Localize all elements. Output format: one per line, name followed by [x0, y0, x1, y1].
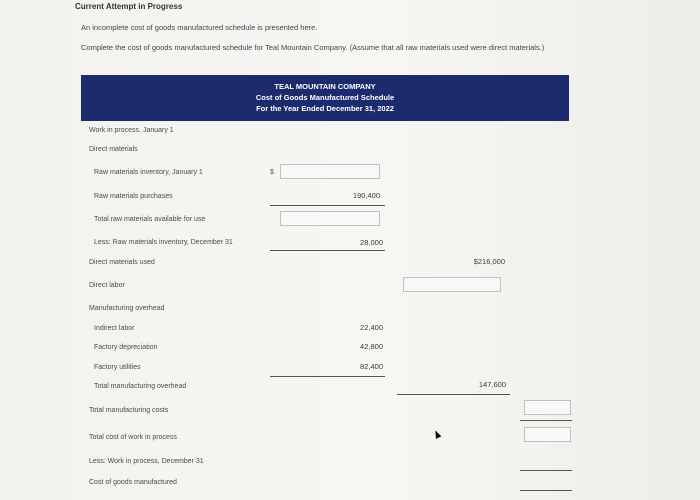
- direct-labor-input[interactable]: [403, 277, 501, 292]
- label-factory-utilities: Factory utilities: [94, 364, 141, 371]
- rm-inv-jan1-input[interactable]: [280, 164, 380, 179]
- label-total-mfg-costs: Total manufacturing costs: [89, 407, 169, 414]
- label-less-wip-dec31: Less: Work in process, December 31: [89, 458, 204, 465]
- rule-less-wip: [520, 470, 572, 471]
- total-mfg-overhead-value: 147,600: [478, 380, 506, 389]
- total-cost-wip-input[interactable]: [524, 427, 571, 442]
- schedule-header: [81, 75, 569, 121]
- total-rm-available-input[interactable]: [280, 211, 380, 226]
- label-rm-inv-jan1: Raw materials inventory, January 1: [94, 169, 203, 176]
- dollar-sign: $: [270, 169, 274, 176]
- rule-rm-inv-dec31: [270, 250, 385, 251]
- label-total-rm-available: Total raw materials available for use: [94, 216, 206, 223]
- label-indirect-labor: Indirect labor: [94, 325, 135, 332]
- label-dm-used: Direct materials used: [89, 259, 155, 266]
- factory-depreciation-value: 42,800: [360, 342, 383, 351]
- label-total-cost-wip: Total cost of work in process: [89, 434, 177, 441]
- intro-text: An incomplete cost of goods manufactured schedule is presented here.: [81, 23, 318, 32]
- rm-inv-dec31-value: 28,000: [360, 238, 383, 247]
- label-rm-purchases: Raw materials purchases: [94, 193, 173, 200]
- label-cogm: Cost of goods manufactured: [89, 479, 177, 486]
- label-mfg-overhead: Manufacturing overhead: [89, 305, 165, 312]
- total-mfg-costs-input[interactable]: [524, 400, 571, 415]
- attempt-status: Current Attempt in Progress: [75, 2, 183, 11]
- rule-total-mfg-overhead: [397, 394, 510, 395]
- rule-total-mfg-costs: [520, 420, 572, 421]
- rule-cogm: [520, 490, 572, 491]
- company-name: TEAL MOUNTAIN COMPANY: [274, 82, 376, 91]
- label-direct-materials: Direct materials: [89, 146, 138, 153]
- rm-purchases-value: 190,400: [352, 191, 380, 200]
- schedule-period: For the Year Ended December 31, 2022: [256, 104, 394, 113]
- label-direct-labor: Direct labor: [89, 282, 125, 289]
- rule-rm-purchases: [270, 205, 385, 206]
- schedule-title: Cost of Goods Manufactured Schedule: [255, 93, 395, 102]
- label-total-mfg-overhead: Total manufacturing overhead: [94, 383, 187, 390]
- label-factory-depreciation: Factory depreciation: [94, 344, 158, 351]
- dm-used-value: $216,000: [473, 257, 505, 266]
- mouse-cursor-icon: [433, 429, 442, 439]
- label-wip-jan1: Work in process, January 1: [89, 127, 174, 134]
- indirect-labor-value: 22,400: [360, 323, 383, 332]
- factory-utilities-value: 82,400: [360, 362, 383, 371]
- label-less-rm-inv-dec31: Less: Raw materials inventory, December 31: [94, 239, 233, 246]
- instructions-text: Complete the cost of goods manufactured schedule for Teal Mountain Company. (Assume that all raw materials used were direct materials.): [81, 43, 545, 52]
- rule-factory-utilities: [270, 376, 385, 377]
